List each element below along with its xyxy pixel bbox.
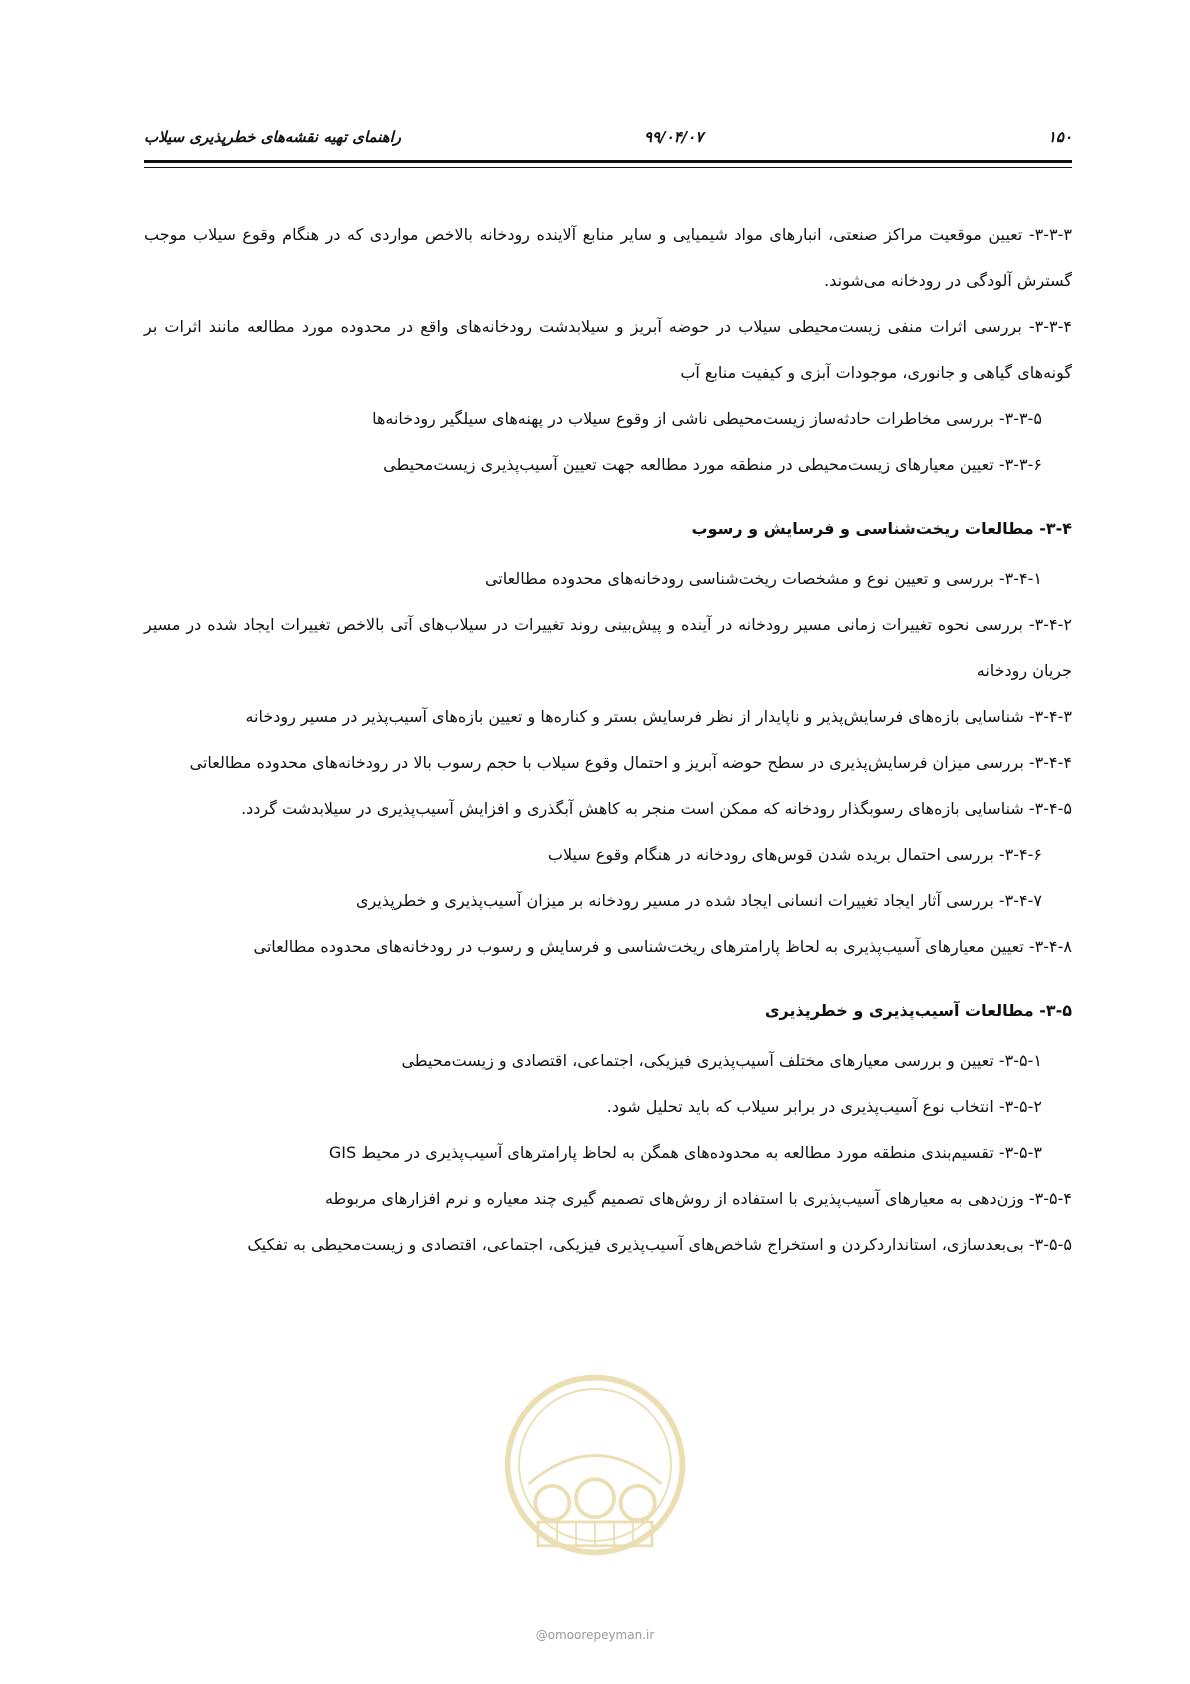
header-rule-thin [144, 167, 1072, 168]
paragraph-3-4-4: ۳-۴-۴- بررسی میزان فرسایش‌پذیری در سطح حوضه آبریز و احتمال وقوع سیلاب با حجم رسوب بالا در رودخانه‌های محدوده مطالعاتی [189, 753, 1072, 772]
paragraph-3-4-1: ۳-۴-۱- بررسی و تعیین نوع و مشخصات ریخت‌شناسی رودخانه‌های محدوده مطالعاتی [484, 569, 1042, 588]
paragraph-3-3-6: ۳-۳-۶- تعیین معیارهای زیست‌محیطی در منطقه مورد مطالعه جهت تعیین آسیب‌پذیری زیست‌محیطی [383, 455, 1042, 474]
section-heading-3-4: ۳-۴- مطالعات ریخت‌شناسی و فرسایش و رسوب [691, 519, 1072, 538]
header-date: ۹۹/۰۴/۰۷ [644, 128, 704, 146]
paragraph-3-5-3: ۳-۵-۳- تقسیم‌بندی منطقه مورد مطالعه به محدوده‌های همگن به لحاظ پارامترهای آسیب‌پذیری در محیط GIS [328, 1143, 1042, 1162]
paragraph-3-3-3: ۳-۳-۳- تعیین موقعیت مراکز صنعتی، انبارهای مواد شیمیایی و سایر منابع آلاینده رودخانه بالاخص مواردی که در هنگام وقوع سیلاب موجب گسترش آلودگی در رودخانه می‌شوند. [144, 225, 1072, 290]
paragraph-3-5-1: ۳-۵-۱- تعیین و بررسی معیارهای مختلف آسیب‌پذیری فیزیکی، اجتماعی، اقتصادی و زیست‌محیطی [401, 1051, 1042, 1070]
page-header [144, 128, 1072, 150]
paragraph-3-4-3: ۳-۴-۳- شناسایی بازه‌های فرسایش‌پذیر و ناپایدار از نظر فرسایش بستر و کناره‌ها و تعیین بازه‌های آسیب‌پذیر در مسیر رودخانه [245, 707, 1072, 726]
main-content [144, 212, 1072, 1268]
watermark-logo-icon [500, 1370, 690, 1560]
paragraph-3-5-4: ۳-۵-۴- وزن‌دهی به معیارهای آسیب‌پذیری با استفاده از روش‌های تصمیم گیری چند معیاره و نرم افزارهای مربوطه [324, 1189, 1072, 1208]
paragraph-3-4-2: ۳-۴-۲- بررسی نحوه تغییرات زمانی مسیر رودخانه در آینده و پیش‌بینی روند تغییرات در سیلاب‌های آتی بالاخص تغییرات ایجاد شده در مسیر جریان رودخانه [144, 615, 1072, 680]
paragraph-3-5-5: ۳-۵-۵- بی‌بعدسازی، استانداردکردن و استخراج شاخص‌های آسیب‌پذیری فیزیکی، اجتماعی، اقتصادی و زیست‌محیطی به تفکیک [247, 1235, 1072, 1254]
header-rule-thick [144, 160, 1072, 163]
paragraph-3-4-6: ۳-۴-۶- بررسی احتمال بریده شدن قوس‌های رودخانه در هنگام وقوع سیلاب [547, 845, 1042, 864]
paragraph-3-3-5: ۳-۳-۵- بررسی مخاطرات حادثه‌ساز زیست‌محیطی ناشی از وقوع سیلاب در پهنه‌های سیلگیر رودخانه‌ها [372, 409, 1042, 428]
page-number: ۱۵۰ [1047, 128, 1072, 146]
paragraph-3-3-4: ۳-۳-۴- بررسی اثرات منفی زیست‌محیطی سیلاب در حوضه آبریز و سیلابدشت رودخانه‌های واقع در محدوده مورد مطالعه مانند اثرات بر گونه‌های گیاهی و جانوری، موجودات آبزی و کیفیت منابع آب [144, 317, 1072, 382]
document-title: راهنمای تهیه نقشه‌های خطرپذیری سیلاب [144, 128, 402, 146]
paragraph-3-5-2: ۳-۵-۲- انتخاب نوع آسیب‌پذیری در برابر سیلاب که باید تحلیل شود. [606, 1097, 1042, 1116]
paragraph-3-4-7: ۳-۴-۷- بررسی آثار ایجاد تغییرات انسانی ایجاد شده در مسیر رودخانه بر میزان آسیب‌پذیری و خطرپذیری [356, 891, 1042, 910]
paragraph-3-4-5: ۳-۴-۵- شناسایی بازه‌های رسوبگذار رودخانه که ممکن است منجر به کاهش آبگذری و افزایش آسیب‌پذیری در سیلابدشت گردد. [241, 799, 1072, 818]
paragraph-3-4-8: ۳-۴-۸- تعیین معیارهای آسیب‌پذیری به لحاظ پارامترهای ریخت‌شناسی و فرسایش و رسوب در رودخانه‌های محدوده مطالعاتی [253, 937, 1072, 956]
watermark-site: @omoorepeyman.ir [535, 1628, 655, 1642]
section-heading-3-5: ۳-۵- مطالعات آسیب‌پذیری و خطرپذیری [764, 1001, 1072, 1020]
